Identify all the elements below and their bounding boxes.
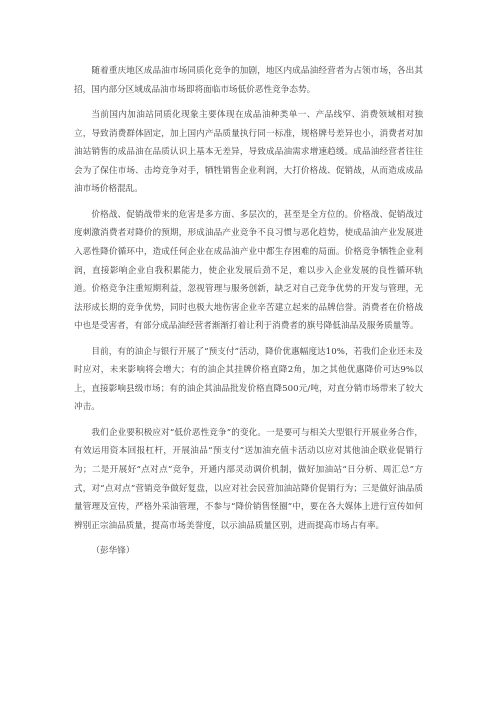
paragraph-2: 当前国内加油站同质化现象主要体现在成品油种类单一、产品线窄、消费领域相对独立，导致消费群体固定，加上国内产品质量执行同一标准，规格牌号差异也小，消费者对加油站销售的成品油在品质认识上基本无差异，导致成品油需求增速趋缓。成品油经营者往往会为了保住市场、击垮竞争对手，牺牲销售企业利润，大打价格战、促销战，从而造成成品油市场价格混乱。	[74, 109, 423, 195]
paragraph-4: 目前，有的油企与银行开展了“预支付”活动，降价优惠幅度达10%，若我们企业还未及时应对，未来影响将会增大；有的油企其挂牌价格直降2角，加之其他优惠降价可达9%以上，直接影响县级市场；有的油企其油品批发价格直降500元/吨，对直分销市场带来了较大冲击。	[74, 346, 423, 413]
paragraph-3: 价格战、促销战带来的危害是多方面、多层次的，甚至是全方位的。价格战、促销战过度刺激消费者对降价的预期，形成油品产业竞争不良习惯与恶化趋势，使成品油产业发展进入恶性降价循环中，造成任何企业在成品油产业中都生存困难的局面。价格竞争牺牲企业利润，直接影响企业自我积累能力，使企业发展后劲不足，难以步入企业发展的良性循环轨道。价格竞争注重短期利益，忽视管理与服务创新，缺乏对自己竞争优势的开发与管理，无法形成长期的竞争优势，同时也极大地伤害企业辛苦建立起来的品牌信誉。消费者在价格战中也是受害者，有部分成品油经营者渐渐打着让利于消费者的旗号降低油品及服务质量等。	[74, 209, 423, 332]
paragraph-5: 我们企业要积极应对“低价恶性竞争”的变化。一是要可与相关大型银行开展业务合作，有效运用资本回报杠杆，开展油品“预支付”送加油充值卡活动以应对其他油企联业促销行为；二是开展好“点对点”竞争，开通内部灵动调价机制，做好加油站“日分析、周汇总”方式，对“点对点”营销竞争做好复盘，以应对社会民营加油站降价促销行为；三是做好油品质量管理及宣传，严格外采油管理，不参与“降价销售怪圈”中，要在各大媒体上进行宣传如何辨别正宗油品质量，提高市场美誉度，以示油品质量区别，进而提高市场占有率。	[74, 427, 423, 531]
author-signature: （彭华锋）	[91, 546, 135, 557]
article-body	[74, 62, 423, 561]
paragraph-1: 随着重庆地区成品油市场同质化竞争的加剧，地区内成品油经营者为占领市场，各出其招，国内部分区域成品油市场即将面临市场低价恶性竞争态势。	[74, 66, 423, 95]
